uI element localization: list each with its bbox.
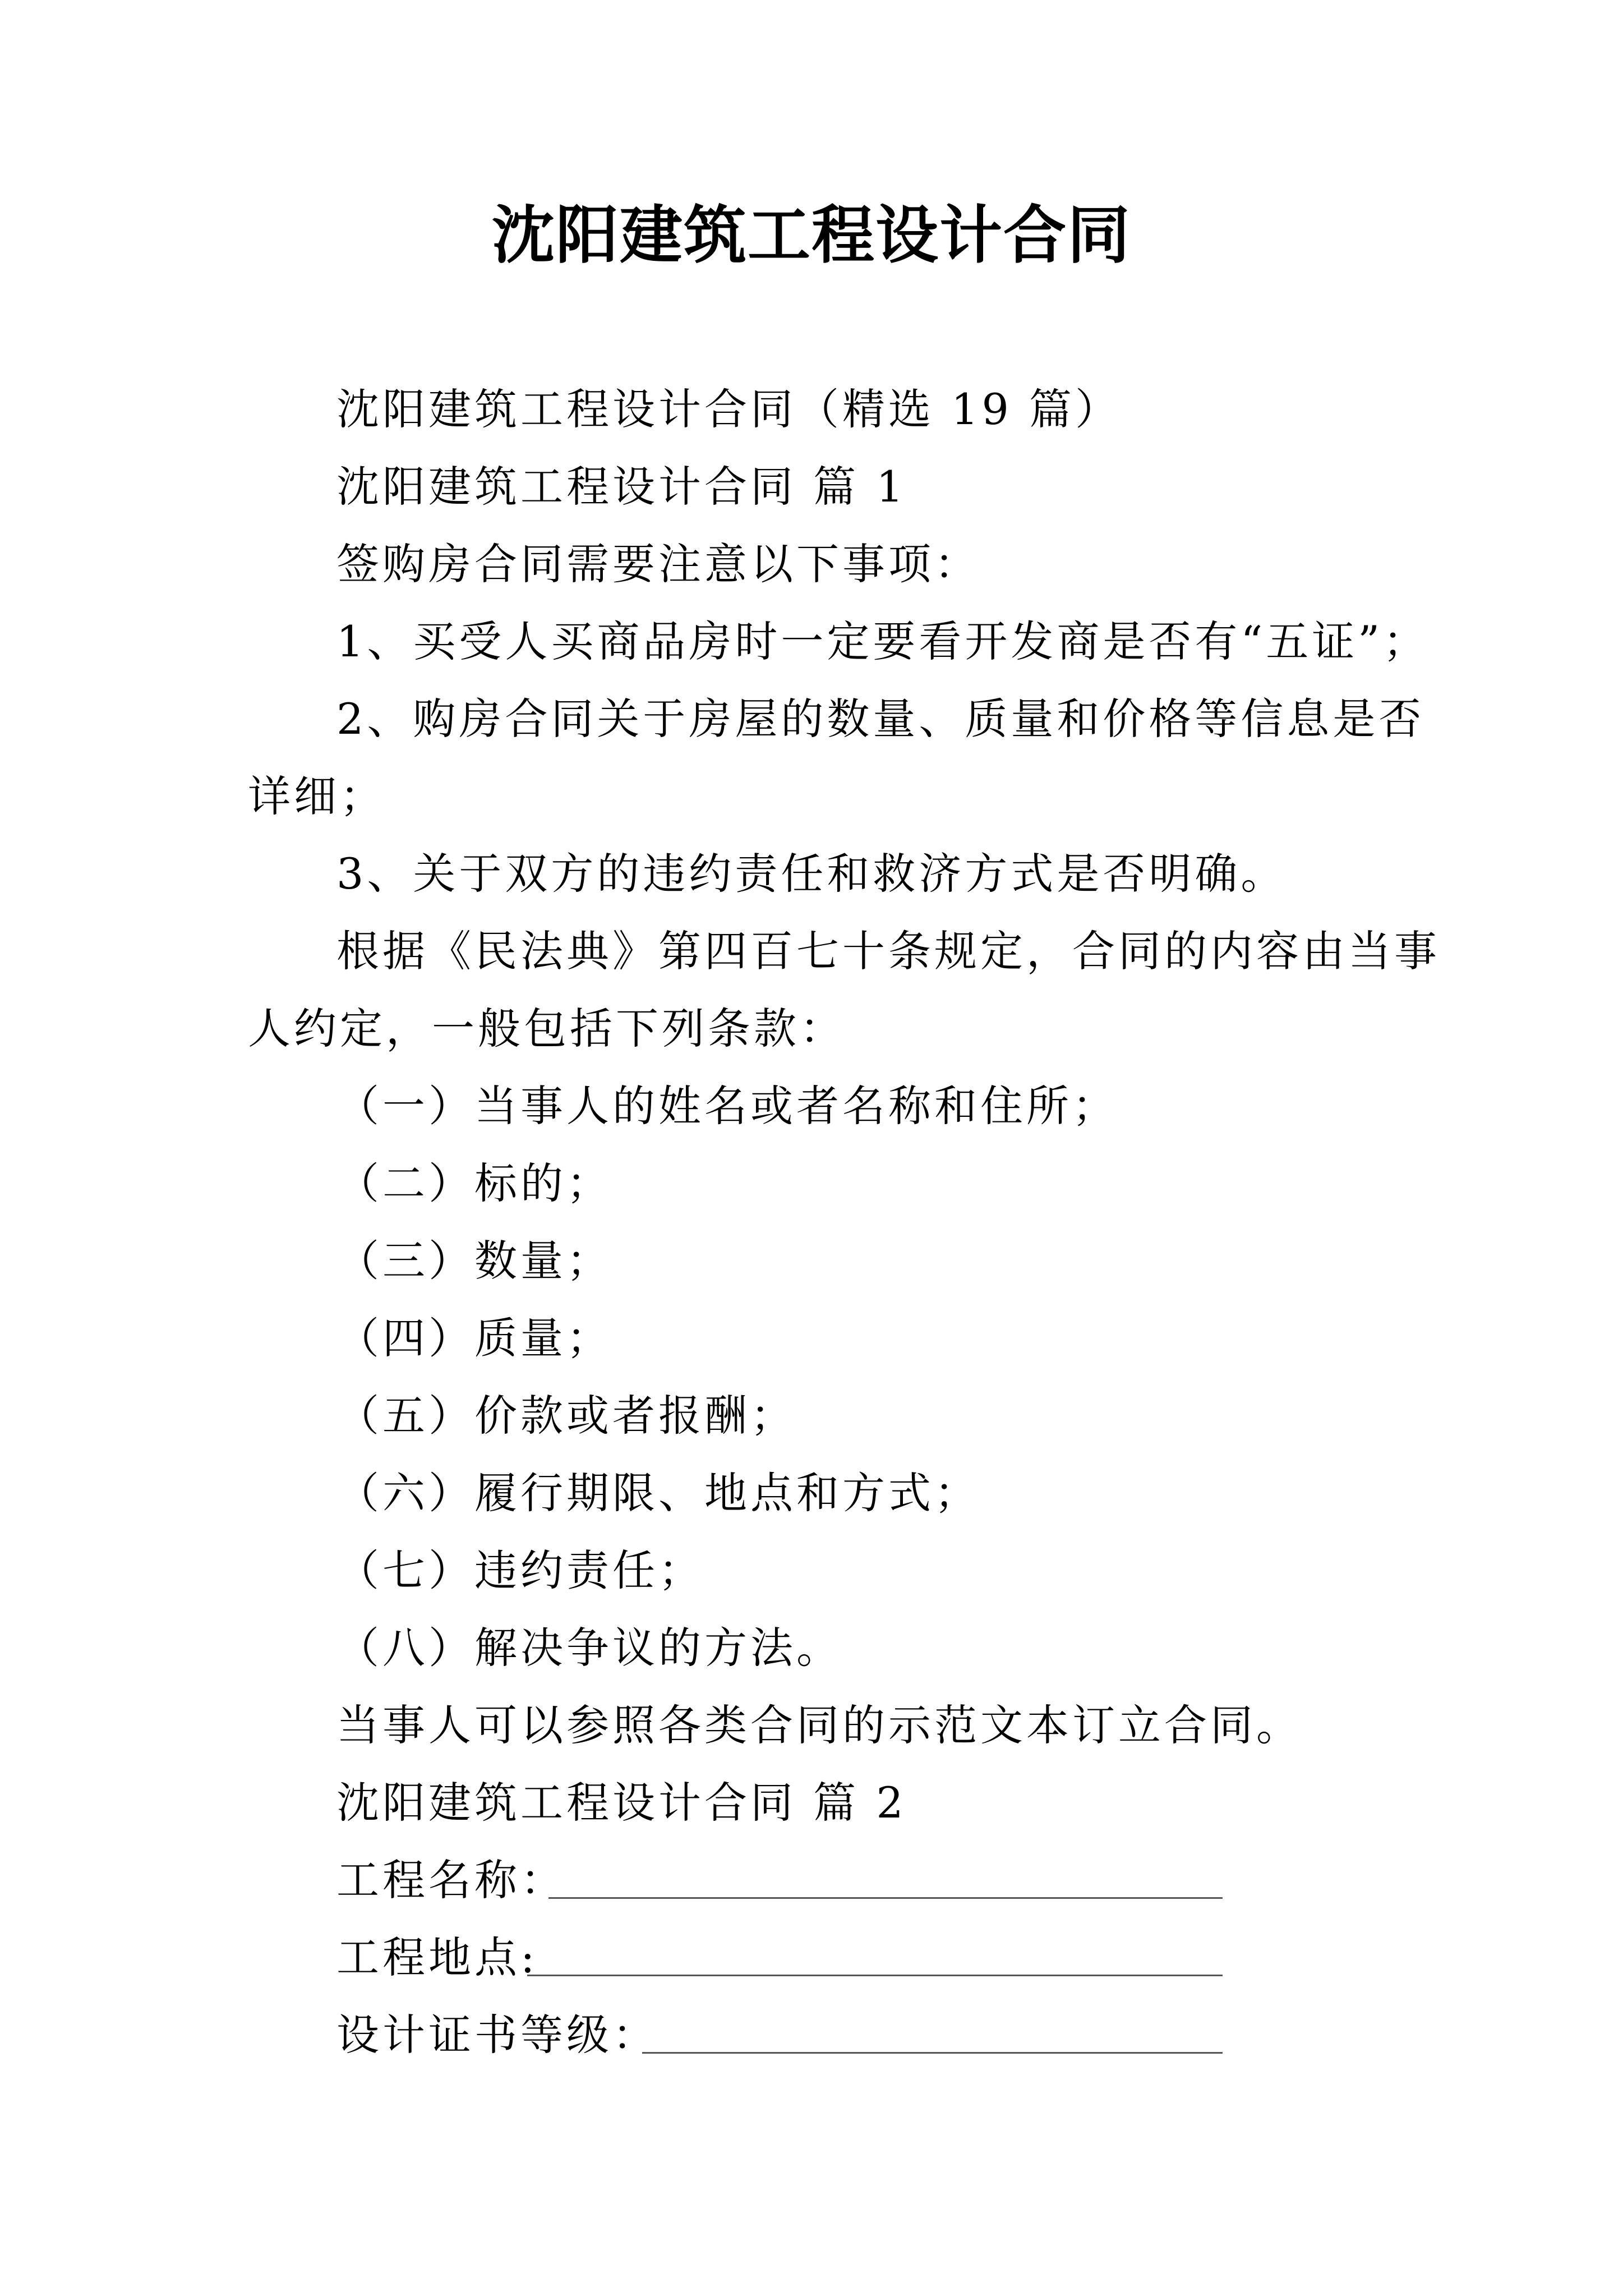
subtitle-paragraph: 沈阳建筑工程设计合同（精选 19 篇） [336, 384, 1122, 434]
clause-item: （八）解决争议的方法。 [336, 1623, 842, 1673]
clause-item: （三）数量； [336, 1236, 612, 1286]
blank-underline [642, 2052, 1223, 2054]
form-field-certificate-level [336, 2007, 1290, 2063]
list-item: 1、买受人买商品房时一定要看开发商是否有“五证”； [336, 616, 1430, 666]
clause-item: （七）违约责任； [336, 1545, 704, 1595]
field-label: 工程地点: [336, 1932, 538, 1982]
clause-item: （四）质量； [336, 1313, 612, 1363]
section-heading-2: 沈阳建筑工程设计合同 篇 2 [336, 1778, 907, 1828]
clause-item: （五）价款或者报酬； [336, 1391, 796, 1441]
blank-underline [548, 1897, 1223, 1899]
form-field-project-location [336, 1930, 1290, 1986]
clause-item: （六）履行期限、地点和方式； [336, 1468, 980, 1518]
section-heading-1: 沈阳建筑工程设计合同 篇 1 [336, 462, 907, 512]
clause-item: （二）标的； [336, 1158, 612, 1208]
field-label: 设计证书等级： [336, 2010, 658, 2060]
paragraph: 当事人可以参照各类合同的示范文本订立合同。 [336, 1700, 1302, 1750]
list-item: 2、购房合同关于房屋的数量、质量和价格等信息是否 [336, 694, 1425, 744]
list-item-continuation: 详细； [248, 771, 386, 821]
paragraph: 签购房合同需要注意以下事项： [336, 539, 980, 589]
list-item: 3、关于双方的违约责任和救济方式是否明确。 [336, 849, 1287, 899]
document-title: 沈阳建筑工程设计合同 [492, 199, 1131, 272]
paragraph: 根据《民法典》第四百七十条规定，合同的内容由当事 [336, 926, 1440, 976]
form-field-project-name [336, 1852, 1290, 1908]
blank-underline [527, 1975, 1223, 1976]
clause-item: （一）当事人的姓名或者名称和住所； [336, 1081, 1118, 1131]
paragraph-continuation: 人约定，一般包括下列条款： [248, 1004, 846, 1053]
field-label: 工程名称： [336, 1855, 566, 1905]
